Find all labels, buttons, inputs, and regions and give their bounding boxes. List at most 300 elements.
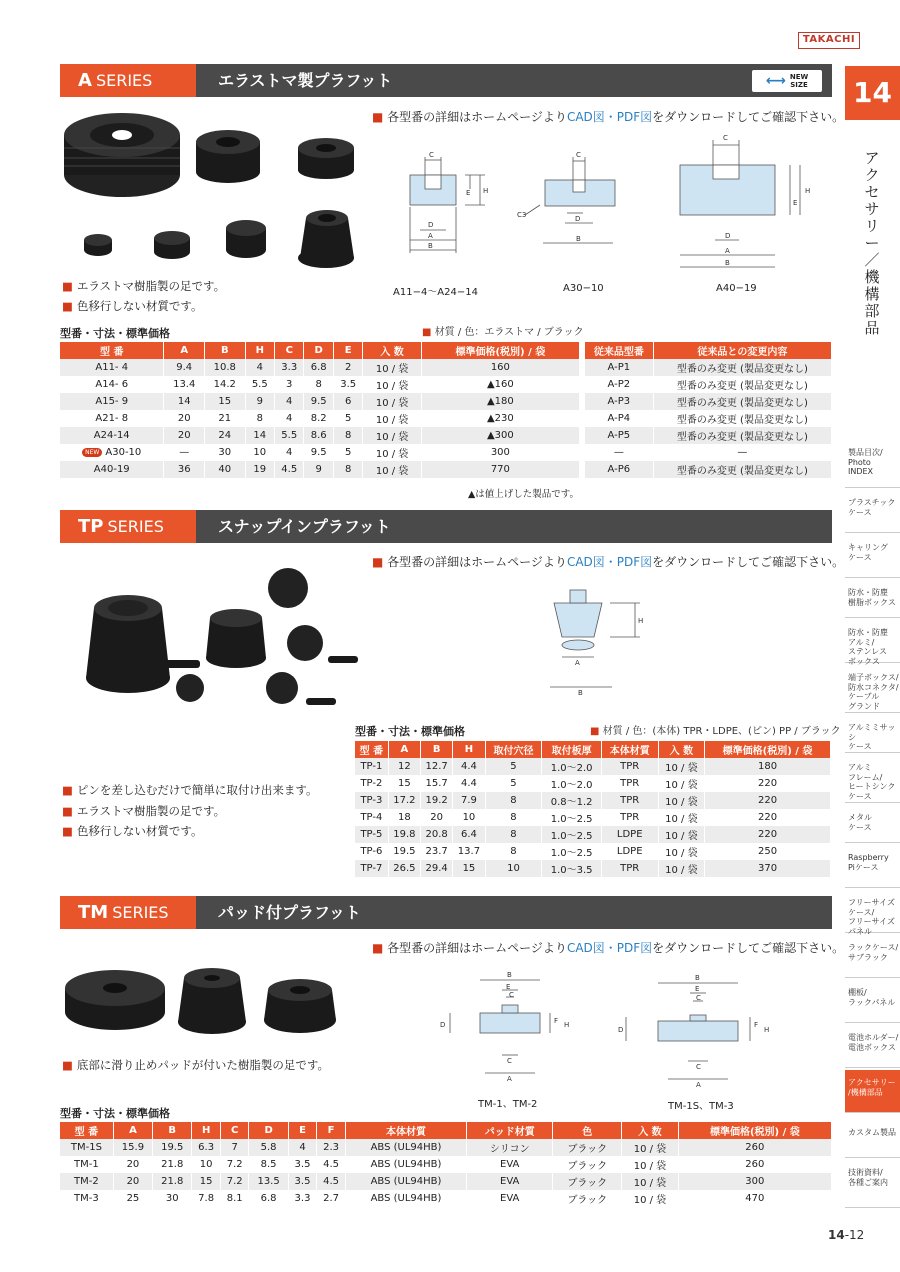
material-note: ■ 材質 / 色：(本体) TPR・LDPE、(ピン) PP / ブラック: [590, 726, 841, 737]
table-cell: A14- 6: [60, 376, 164, 393]
table-cell: TP-6: [355, 843, 388, 860]
series-suffix: SERIES: [112, 903, 169, 922]
table-cell: 10 / 袋: [622, 1173, 678, 1190]
table-cell: 型番のみ変更 (製品変更なし): [653, 393, 831, 410]
table-cell: ABS (UL94HB): [345, 1139, 466, 1156]
table-cell: 4.4: [453, 758, 485, 775]
svg-text:H: H: [483, 187, 489, 195]
table-cell: 10 / 袋: [622, 1156, 678, 1173]
table-row: [60, 461, 580, 478]
feature-item: ■ 色移行しない材質です。: [62, 824, 203, 838]
column-header: 標準価格(税別) / 袋: [705, 741, 831, 758]
table-cell: LDPE: [601, 826, 658, 843]
table-cell: A40-19: [60, 461, 164, 478]
brand-logo: TAKACHI: [798, 32, 860, 49]
table-cell: ブラック: [553, 1156, 622, 1173]
table-cell: 1.0〜2.5: [542, 809, 601, 826]
table-cell: 4: [275, 444, 304, 461]
table-cell: シリコン: [467, 1139, 553, 1156]
table-cell: 14: [245, 427, 274, 444]
table-cell: TPR: [601, 809, 658, 826]
table-cell: 19.2: [421, 792, 453, 809]
table-cell: 20: [113, 1173, 152, 1190]
table-cell: TM-1: [60, 1156, 113, 1173]
table-cell: 10 / 袋: [363, 461, 421, 478]
table-cell: 6: [333, 393, 362, 410]
cad-pdf-link[interactable]: CAD図・PDF図: [566, 555, 653, 569]
svg-text:A: A: [507, 1075, 512, 1083]
table-cell: 8.6: [304, 427, 333, 444]
table-cell: 370: [705, 860, 831, 877]
sidebar-item[interactable]: 製品目次/ Photo INDEX: [845, 440, 900, 488]
svg-text:C: C: [723, 135, 728, 142]
table-cell: 3.5: [333, 376, 362, 393]
section-title: エラストマ製プラフット: [218, 71, 393, 90]
svg-text:E: E: [695, 985, 700, 993]
table-row: [585, 376, 832, 393]
table-cell: 9.5: [304, 393, 333, 410]
table-cell: LDPE: [601, 843, 658, 860]
column-header: 取付板厚: [542, 741, 601, 758]
table-cell: 5: [333, 410, 362, 427]
table-cell: 8: [333, 427, 362, 444]
table-cell: 10 / 袋: [363, 376, 421, 393]
table-cell: 型番のみ変更 (製品変更なし): [653, 427, 831, 444]
column-header: 入 数: [363, 342, 421, 359]
table-cell: 19.5: [153, 1139, 192, 1156]
table-cell: —: [585, 444, 653, 461]
table-cell: 6.8: [249, 1190, 288, 1207]
table-cell: 14: [164, 393, 205, 410]
sidebar-item[interactable]: 技術資料/ 各種ご案内: [845, 1160, 900, 1208]
column-header: 本体材質: [345, 1122, 466, 1139]
drawing-caption: A11−4〜A24−14: [393, 287, 478, 298]
table-cell: TP-1: [355, 758, 388, 775]
column-header: E: [288, 1122, 317, 1139]
table-cell: 13.7: [453, 843, 485, 860]
table-title: 型番・寸法・標準価格: [60, 327, 170, 340]
table-cell: 8: [333, 461, 362, 478]
feature-item: ■ 底部に滑り止めパッドが付いた樹脂製の足です。: [62, 1058, 329, 1072]
table-cell: A-P3: [585, 393, 653, 410]
table-cell: 0.8〜1.2: [542, 792, 601, 809]
column-header: 型 番: [60, 342, 164, 359]
table-cell: 7.8: [192, 1190, 221, 1207]
new-label: NEW: [789, 73, 809, 81]
svg-text:E: E: [793, 199, 798, 207]
sidebar-item[interactable]: フリーサイズ ケース/ フリーサイズ パネル: [845, 890, 900, 933]
table-cell: 220: [705, 809, 831, 826]
table-cell: 10 / 袋: [658, 809, 704, 826]
column-header: H: [453, 741, 485, 758]
table-cell: —: [164, 444, 205, 461]
table-cell: 10 / 袋: [658, 843, 704, 860]
sidebar-item[interactable]: 端子ボックス/ 防水コネクタ/ ケーブル グランド: [845, 665, 900, 713]
table-cell: A-P1: [585, 359, 653, 376]
table-cell: 30: [153, 1190, 192, 1207]
table-cell: 7.9: [453, 792, 485, 809]
drawing-caption: A30−10: [563, 283, 604, 294]
table-row: [585, 427, 832, 444]
table-cell: ▲300: [421, 427, 579, 444]
column-header: B: [153, 1122, 192, 1139]
table-cell: 20: [113, 1156, 152, 1173]
table-cell: 8: [485, 809, 542, 826]
table-cell: 23.7: [421, 843, 453, 860]
svg-text:B: B: [695, 974, 700, 982]
table-cell: A15- 9: [60, 393, 164, 410]
table-cell: A-P4: [585, 410, 653, 427]
svg-text:C: C: [696, 1063, 701, 1071]
table-cell: 10 / 袋: [658, 775, 704, 792]
table-cell: 10 / 袋: [363, 410, 421, 427]
table-row: [585, 461, 832, 478]
cad-pdf-link[interactable]: CAD図・PDF図: [566, 110, 653, 124]
column-header: A: [388, 741, 420, 758]
table-cell: 9.4: [164, 359, 205, 376]
table-cell: 10: [453, 809, 485, 826]
page-number: 14-12: [828, 1228, 865, 1242]
table-cell: A21- 8: [60, 410, 164, 427]
table-row: [60, 427, 580, 444]
table-cell: 20: [164, 410, 205, 427]
series-suffix: SERIES: [107, 517, 164, 536]
column-header: 標準価格(税別) / 袋: [678, 1122, 831, 1139]
svg-text:H: H: [564, 1021, 570, 1029]
table-cell: TP-4: [355, 809, 388, 826]
table-cell: 2.3: [317, 1139, 346, 1156]
table-row: [60, 1190, 832, 1207]
svg-text:B: B: [428, 242, 433, 250]
table-cell: 7.2: [220, 1156, 249, 1173]
table-cell: 8.2: [304, 410, 333, 427]
table-cell: A-P2: [585, 376, 653, 393]
table-cell: 260: [678, 1156, 831, 1173]
table-row: [585, 410, 832, 427]
table-cell: ABS (UL94HB): [345, 1173, 466, 1190]
table-cell: 4: [275, 410, 304, 427]
table-cell: ABS (UL94HB): [345, 1190, 466, 1207]
svg-text:D: D: [428, 221, 434, 229]
table-cell: ブラック: [553, 1173, 622, 1190]
sidebar-item[interactable]: アルミミサッシ ケース: [845, 715, 900, 753]
table-cell: 160: [421, 359, 579, 376]
table-cell: 19: [245, 461, 274, 478]
chapter-name: アクセサリー／機構部品: [864, 149, 880, 337]
table-cell: 8: [304, 376, 333, 393]
table-cell: 8.1: [220, 1190, 249, 1207]
table-cell: 30: [204, 444, 245, 461]
table-cell: 4.5: [275, 461, 304, 478]
table-row: [355, 792, 831, 809]
table-cell: TPR: [601, 758, 658, 775]
table-cell: 20: [164, 427, 205, 444]
table-cell: 5: [485, 758, 542, 775]
new-size-badge: [752, 70, 822, 92]
table-cell: 220: [705, 792, 831, 809]
table-cell: 10 / 袋: [363, 359, 421, 376]
feature-item: ■ 色移行しない材質です。: [62, 299, 203, 313]
table-cell: TM-3: [60, 1190, 113, 1207]
table-cell: 4: [245, 359, 274, 376]
column-header: 本体材質: [601, 741, 658, 758]
table-cell: ABS (UL94HB): [345, 1156, 466, 1173]
table-cell: 1.0〜2.5: [542, 843, 601, 860]
table-header-row: [60, 1122, 832, 1139]
table-cell: TPR: [601, 792, 658, 809]
column-header: E: [333, 342, 362, 359]
column-header: C: [275, 342, 304, 359]
table-cell: 36: [164, 461, 205, 478]
series-code: TM: [78, 902, 109, 923]
column-header: 型 番: [355, 741, 388, 758]
table-cell: A11- 4: [60, 359, 164, 376]
table-cell: TP-3: [355, 792, 388, 809]
column-header: C: [220, 1122, 249, 1139]
table-cell: 型番のみ変更 (製品変更なし): [653, 410, 831, 427]
table-cell: 14.2: [204, 376, 245, 393]
table-cell: 10 / 袋: [363, 444, 421, 461]
svg-text:A: A: [696, 1081, 701, 1089]
table-cell: 29.4: [421, 860, 453, 877]
table-cell: ブラック: [553, 1139, 622, 1156]
table-cell: TP-7: [355, 860, 388, 877]
table-cell: 15: [192, 1173, 221, 1190]
table-cell: 1.0〜2.5: [542, 826, 601, 843]
tm-series-spec-table: [60, 1122, 832, 1207]
table-cell: 18: [388, 809, 420, 826]
series-suffix: SERIES: [95, 71, 153, 90]
svg-text:C: C: [507, 1057, 512, 1065]
sidebar-item[interactable]: プラスチック ケース: [845, 490, 900, 533]
column-header: D: [304, 342, 333, 359]
svg-text:E: E: [466, 189, 471, 197]
column-header: 標準価格(税別) / 袋: [421, 342, 579, 359]
table-cell: 24: [204, 427, 245, 444]
table-cell: 型番のみ変更 (製品変更なし): [653, 376, 831, 393]
table-cell: ▲160: [421, 376, 579, 393]
table-cell: EVA: [467, 1173, 553, 1190]
table-cell: 3.5: [288, 1173, 317, 1190]
svg-text:H: H: [764, 1026, 770, 1034]
table-cell: TP-5: [355, 826, 388, 843]
table-row: [60, 376, 580, 393]
drawing-caption: TM-1、TM-2: [478, 1099, 538, 1110]
table-cell: 9: [304, 461, 333, 478]
table-row: [355, 775, 831, 792]
feature-item: ■ ピンを差し込むだけで簡単に取付け出来ます。: [62, 783, 318, 797]
tp-series-product-photo: [60, 548, 360, 723]
column-header: 従来品型番: [585, 342, 653, 359]
sidebar-item[interactable]: メタル ケース: [845, 805, 900, 843]
section-header-a: [60, 64, 832, 97]
svg-text:F: F: [754, 1021, 759, 1029]
svg-text:A: A: [428, 232, 433, 240]
table-header-row: [585, 342, 832, 359]
table-row: [355, 843, 831, 860]
double-arrow-icon: ⟷: [765, 73, 786, 89]
table-cell: ▲230: [421, 410, 579, 427]
table-cell: 21: [204, 410, 245, 427]
a-series-spec-table: [60, 342, 580, 478]
table-title: 型番・寸法・標準価格: [355, 725, 465, 738]
table-cell: 10 / 袋: [658, 792, 704, 809]
table-cell: 10 / 袋: [658, 860, 704, 877]
svg-text:C: C: [509, 991, 514, 999]
svg-text:D: D: [440, 1021, 446, 1029]
table-cell: 3.3: [288, 1190, 317, 1207]
table-title: 型番・寸法・標準価格: [60, 1107, 170, 1120]
table-cell: 4.4: [453, 775, 485, 792]
table-cell: 300: [421, 444, 579, 461]
column-header: 入 数: [622, 1122, 678, 1139]
table-cell: —: [653, 444, 831, 461]
table-cell: 10: [192, 1156, 221, 1173]
sidebar-item[interactable]: ラックケース/ サブラック: [845, 935, 900, 978]
table-row: [60, 410, 580, 427]
sidebar-item[interactable]: 棚板/ ラックパネル: [845, 980, 900, 1023]
svg-text:A: A: [725, 247, 730, 255]
sidebar-item[interactable]: Raspberry Piケース: [845, 845, 900, 888]
table-cell: 5.5: [275, 427, 304, 444]
table-cell: 21.8: [153, 1156, 192, 1173]
table-cell: 型番のみ変更 (製品変更なし): [653, 461, 831, 478]
sidebar-item[interactable]: カスタム製品: [845, 1120, 900, 1158]
svg-text:B: B: [507, 971, 512, 979]
sidebar-item[interactable]: アルミ フレーム/ ヒートシンク ケース: [845, 755, 900, 803]
table-cell: 260: [678, 1139, 831, 1156]
table-cell: 20: [421, 809, 453, 826]
new-badge: NEW: [82, 448, 102, 457]
svg-text:F: F: [554, 1017, 559, 1025]
column-header: H: [192, 1122, 221, 1139]
tp-series-spec-table: [355, 741, 831, 877]
table-cell: 10 / 袋: [622, 1139, 678, 1156]
table-cell: NEW A30-10: [60, 444, 164, 461]
table-cell: 6.4: [453, 826, 485, 843]
table-cell: 1.0〜2.0: [542, 775, 601, 792]
table-cell: A-P6: [585, 461, 653, 478]
table-cell: 220: [705, 775, 831, 792]
svg-text:D: D: [618, 1026, 624, 1034]
table-cell: 10 / 袋: [363, 427, 421, 444]
column-header: 従来品との変更内容: [653, 342, 831, 359]
table-cell: ブラック: [553, 1190, 622, 1207]
table-cell: 3.3: [275, 359, 304, 376]
column-header: 入 数: [658, 741, 704, 758]
table-cell: 17.2: [388, 792, 420, 809]
chapter-number: 14: [845, 66, 900, 120]
svg-text:H: H: [805, 187, 811, 195]
cad-pdf-link[interactable]: CAD図・PDF図: [566, 941, 653, 955]
drawing-caption: TM-1S、TM-3: [668, 1101, 734, 1112]
table-header-row: [60, 342, 580, 359]
sidebar-item[interactable]: 防水・防塵 アルミ/ ステンレス ボックス: [845, 620, 900, 663]
table-cell: TM-1S: [60, 1139, 113, 1156]
table-row: [60, 393, 580, 410]
svg-text:D: D: [575, 215, 581, 223]
table-cell: 9: [245, 393, 274, 410]
table-cell: 20.8: [421, 826, 453, 843]
download-note-tp: ■ 各型番の詳細はホームページよりCAD図・PDF図をダウンロードしてご確認下さい。: [372, 555, 845, 569]
column-header: 取付穴径: [485, 741, 542, 758]
table-cell: 4: [288, 1139, 317, 1156]
table-row: [60, 1156, 832, 1173]
table-row: [585, 393, 832, 410]
table-cell: 8: [485, 792, 542, 809]
table-cell: 7: [220, 1139, 249, 1156]
table-cell: A24-14: [60, 427, 164, 444]
section-title: スナップインプラフット: [218, 517, 391, 536]
table-cell: 8: [485, 826, 542, 843]
table-row: [60, 444, 580, 461]
table-cell: 3.5: [288, 1156, 317, 1173]
table-cell: 26.5: [388, 860, 420, 877]
column-header: B: [204, 342, 245, 359]
table-cell: 6.8: [304, 359, 333, 376]
column-header: A: [164, 342, 205, 359]
table-cell: 12: [388, 758, 420, 775]
table-cell: 4.5: [317, 1173, 346, 1190]
table-cell: TP-2: [355, 775, 388, 792]
sidebar-item[interactable]: アクセサリー /機構部品: [845, 1070, 900, 1113]
table-row: [355, 758, 831, 775]
table-cell: 15.9: [113, 1139, 152, 1156]
table-header-row: [355, 741, 831, 758]
table-cell: 15.7: [421, 775, 453, 792]
table-cell: 10: [485, 860, 542, 877]
table-cell: 770: [421, 461, 579, 478]
table-cell: 5.5: [245, 376, 274, 393]
series-code: A: [78, 70, 92, 91]
table-cell: 220: [705, 826, 831, 843]
table-cell: 15: [388, 775, 420, 792]
size-label: SIZE: [790, 81, 808, 89]
table-cell: EVA: [467, 1190, 553, 1207]
sidebar-item[interactable]: キャリング ケース: [845, 535, 900, 578]
table-cell: 15: [204, 393, 245, 410]
svg-text:C: C: [696, 994, 701, 1002]
tm-series-drawings: [430, 965, 790, 1090]
column-header: H: [245, 342, 274, 359]
table-row: [355, 826, 831, 843]
table-cell: 5: [333, 444, 362, 461]
section-title: パッド付プラフット: [218, 903, 361, 922]
feature-item: ■ エラストマ樹脂製の足です。: [62, 279, 226, 293]
table-cell: 21.8: [153, 1173, 192, 1190]
section-header-tp: [60, 510, 832, 543]
price-footnote: ▲は値上げした製品です。: [468, 489, 580, 500]
table-cell: 8.5: [249, 1156, 288, 1173]
table-cell: 15: [453, 860, 485, 877]
table-cell: 4.5: [317, 1156, 346, 1173]
table-row: [355, 809, 831, 826]
column-header: パッド材質: [467, 1122, 553, 1139]
table-cell: 7.2: [220, 1173, 249, 1190]
table-cell: 10 / 袋: [658, 826, 704, 843]
table-cell: 25: [113, 1190, 152, 1207]
svg-text:C: C: [429, 151, 434, 159]
feature-item: ■ エラストマ樹脂製の足です。: [62, 804, 226, 818]
table-cell: 10: [245, 444, 274, 461]
table-cell: A-P5: [585, 427, 653, 444]
table-row: [355, 860, 831, 877]
table-cell: TPR: [601, 860, 658, 877]
table-cell: 1.0〜2.0: [542, 758, 601, 775]
sidebar-item[interactable]: 電池ホルダー/ 電池ボックス: [845, 1025, 900, 1068]
table-cell: EVA: [467, 1156, 553, 1173]
sidebar-item[interactable]: 防水・防塵 樹脂ボックス: [845, 580, 900, 618]
